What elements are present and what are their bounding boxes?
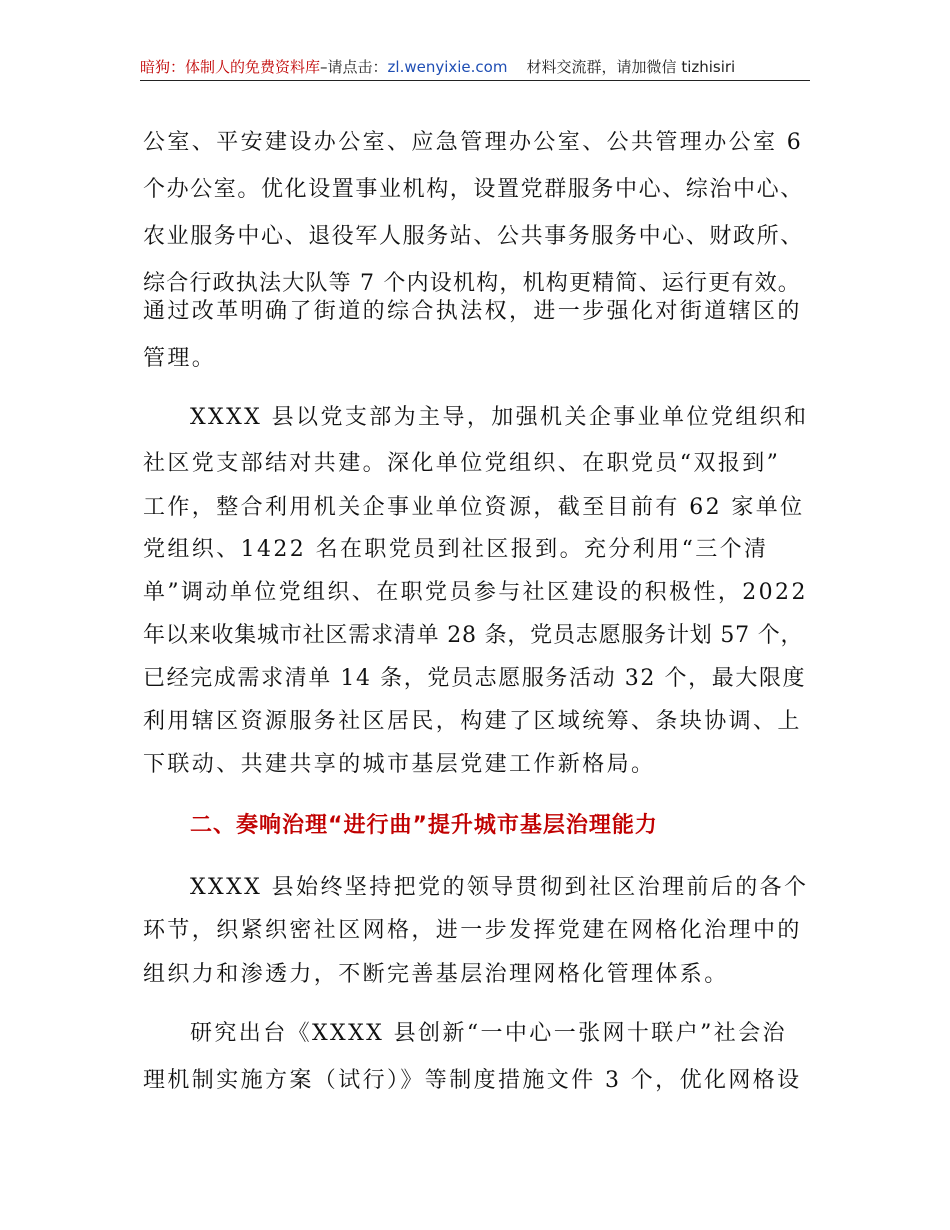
paragraph-2-line-2: 社区党支部结对共建。深化单位党组织、在职党员“双报到” [143, 451, 781, 476]
paragraph-2-line-9: 下联动、共建共享的城市基层党建工作新格局。 [143, 752, 656, 777]
header-url-link[interactable]: zl.wenyixie.com [387, 58, 508, 76]
header-site-name: 暗狗：体制人的免费资料库 [140, 58, 321, 76]
paragraph-2-line-1: XXXX 县以党支部为主导，加强机关企事业单位党组织和 [190, 405, 809, 430]
paragraph-1-line-6: 管理。 [143, 346, 217, 371]
header-divider [140, 80, 810, 81]
paragraph-3-line-1: XXXX 县始终坚持把党的领导贯彻到社区治理前后的各个 [190, 875, 809, 900]
paragraph-1-line-2: 个办公室。优化设置事业机构，设置党群服务中心、综治中心、 [143, 177, 804, 202]
paragraph-2-line-3: 工作，整合利用机关企事业单位资源，截至目前有 62 家单位 [143, 495, 805, 520]
header-group-note: 材料交流群，请加微信 tizhisiri [526, 58, 736, 76]
paragraph-1-line-3: 农业服务中心、退役军人服务站、公共事务服务中心、财政所、 [143, 224, 804, 249]
paragraph-2-line-5: 单”调动单位党组织、在职党员参与社区建设的积极性，2022 [143, 580, 808, 605]
paragraph-1-line-4: 综合行政执法大队等 7 个内设机构，机构更精简、运行更有效。 [143, 271, 801, 296]
paragraph-2-line-4: 党组织、1422 名在职党员到社区报到。充分利用“三个清 [143, 537, 769, 562]
section-heading: 二、奏响治理“进行曲”提升城市基层治理能力 [190, 813, 658, 838]
paragraph-2-line-8: 利用辖区资源服务社区居民，构建了区域统筹、条块协调、上 [143, 709, 802, 734]
paragraph-2-line-7: 已经完成需求清单 14 条，党员志愿服务活动 32 个，最大限度 [143, 666, 807, 691]
paragraph-4-line-2: 理机制实施方案（试行）》等制度措施文件 3 个，优化网格设 [143, 1068, 802, 1093]
paragraph-1-line-5: 通过改革明确了街道的综合执法权，进一步强化对街道辖区的 [143, 299, 802, 324]
paragraph-3-line-2: 环节，织紧织密社区网格，进一步发挥党建在网格化治理中的 [143, 918, 802, 943]
paragraph-4-line-1: 研究出台《XXXX 县创新“一中心一张网十联户”社会治 [190, 1021, 787, 1046]
header-click-prompt: –请点击： [320, 58, 388, 76]
paragraph-2-line-6: 年以来收集城市社区需求清单 28 条，党员志愿服务计划 57 个， [143, 623, 804, 648]
paragraph-1-line-1: 公室、平安建设办公室、应急管理办公室、公共管理办公室 6 [143, 130, 804, 155]
page-header [140, 56, 810, 82]
paragraph-3-line-3: 组织力和渗透力，不断完善基层治理网格化管理体系。 [143, 962, 729, 987]
